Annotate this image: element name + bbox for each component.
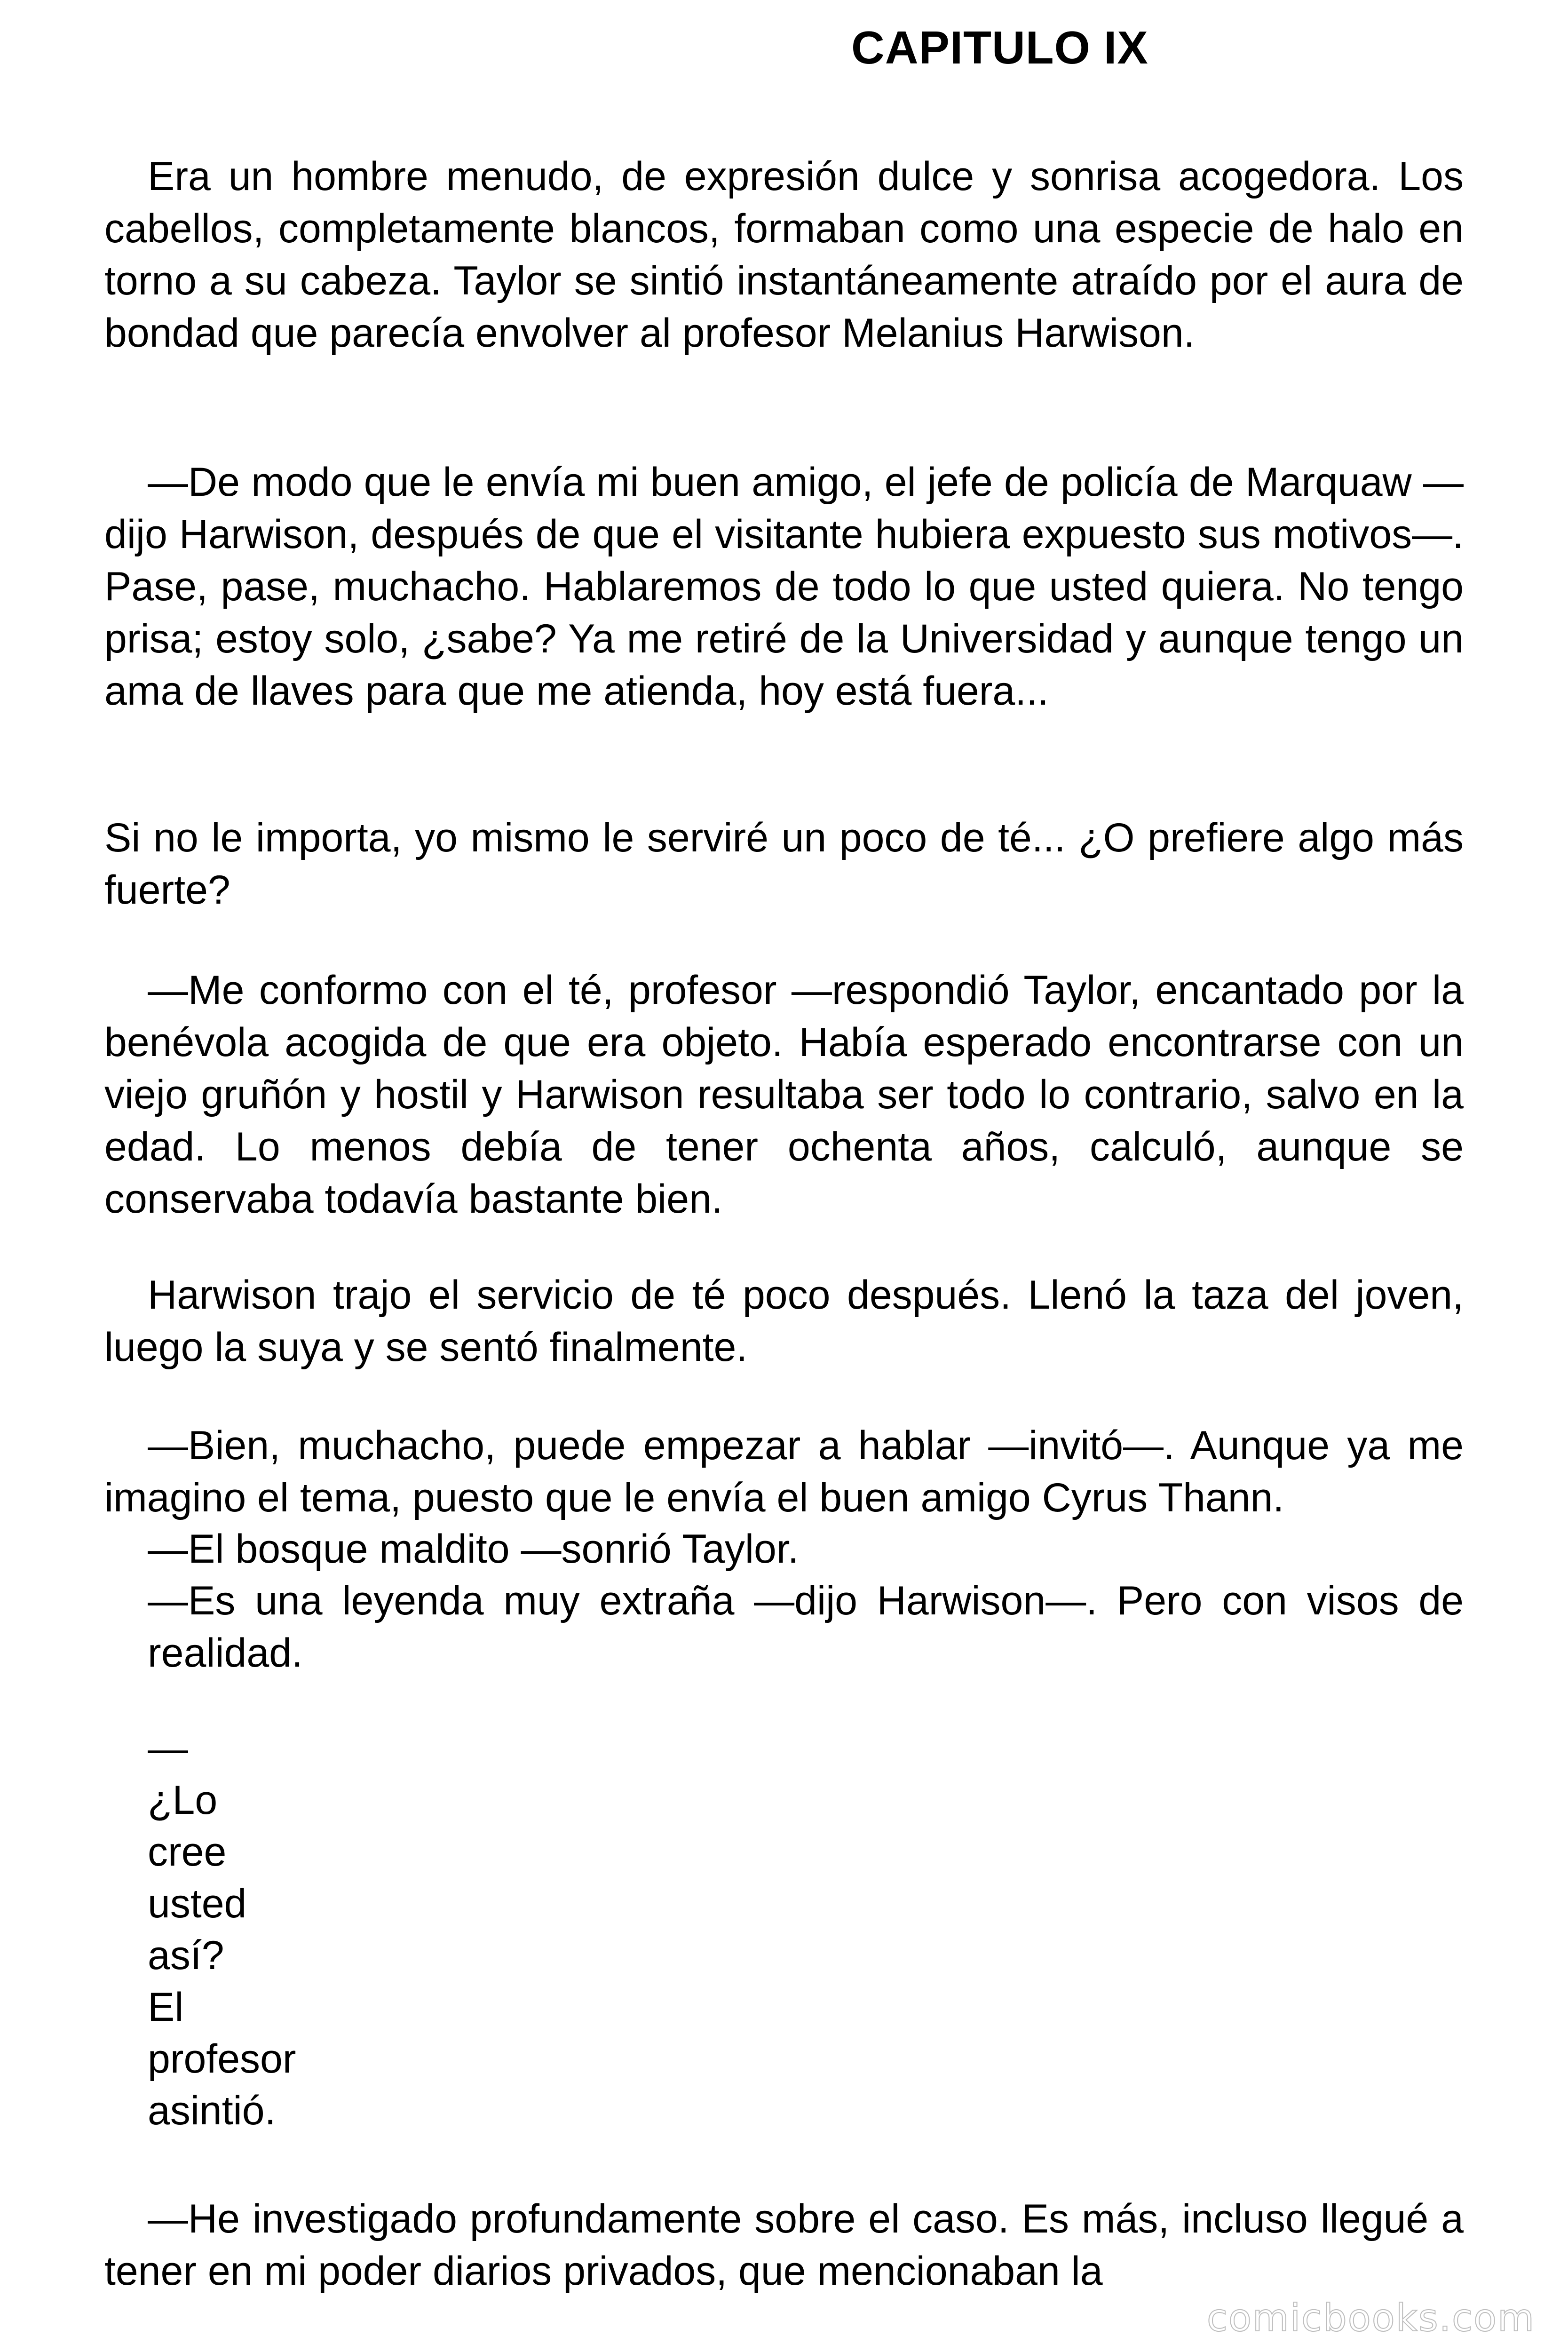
watermark: comicbooks.com [1206,2296,1535,2340]
word: — [148,1726,188,1771]
chapter-title: CAPITULO IX [851,22,1148,73]
word: asintió. [148,2088,276,2133]
word: cree [148,1829,227,1875]
paragraph: Si no le importa, yo mismo le serviré un poco de té... ¿O prefiere algo más fuerte? [104,815,1464,913]
word-column [148,1723,296,2137]
paragraph: —Bien, muchacho, puede empezar a hablar —invitó—. Aunque ya me imagino el tema, puesto que le envía el buen amigo Cyrus Thann. [104,1423,1464,1520]
word: así? [148,1933,224,1978]
word: El [148,1985,184,2030]
paragraph: Era un hombre menudo, de expresión dulce y sonrisa acogedora. Los cabellos, completamente blancos, formaban como una especie de halo en torno a su cabeza. Taylor se sintió instantáneamente atraído por el aura de bondad que parecía envolver al profesor Melanius Harwison. [104,154,1464,356]
paragraph: —De modo que le envía mi buen amigo, el jefe de policía de Marquaw —dijo Harwison, después de que el visitante hubiera expuesto sus motivos—. Pase, pase, muchacho. Hablaremos de todo lo que usted quiera. No tengo prisa; estoy solo, ¿sabe? Ya me retiré de la Universidad y aunque tengo un ama de llaves para que me atienda, hoy está fuera... [104,460,1464,714]
word: profesor [148,2036,296,2082]
paragraph: —He investigado profundamente sobre el caso. Es más, incluso llegué a tener en mi poder diarios privados, que mencionaban la [104,2196,1464,2294]
paragraph: —Me conformo con el té, profesor —respondió Taylor, encantado por la benévola acogida de que era objeto. Había esperado encontrarse con un viejo gruñón y hostil y Harwison resultaba ser todo lo contrario, salvo en la edad. Lo menos debía de tener ochenta años, calculó, aunque se conservaba todavía bastante bien. [104,968,1464,1222]
dialogue-line: —El bosque maldito —sonrió Taylor. [148,1526,799,1572]
paragraph: —Es una leyenda muy extraña —dijo Harwison—. Pero con visos de realidad. [148,1578,1464,1676]
paragraph: Harwison trajo el servicio de té poco después. Llenó la taza del joven, luego la suya y se sentó finalmente. [104,1272,1464,1370]
word: usted [148,1881,247,1926]
word: ¿Lo [148,1778,218,1823]
